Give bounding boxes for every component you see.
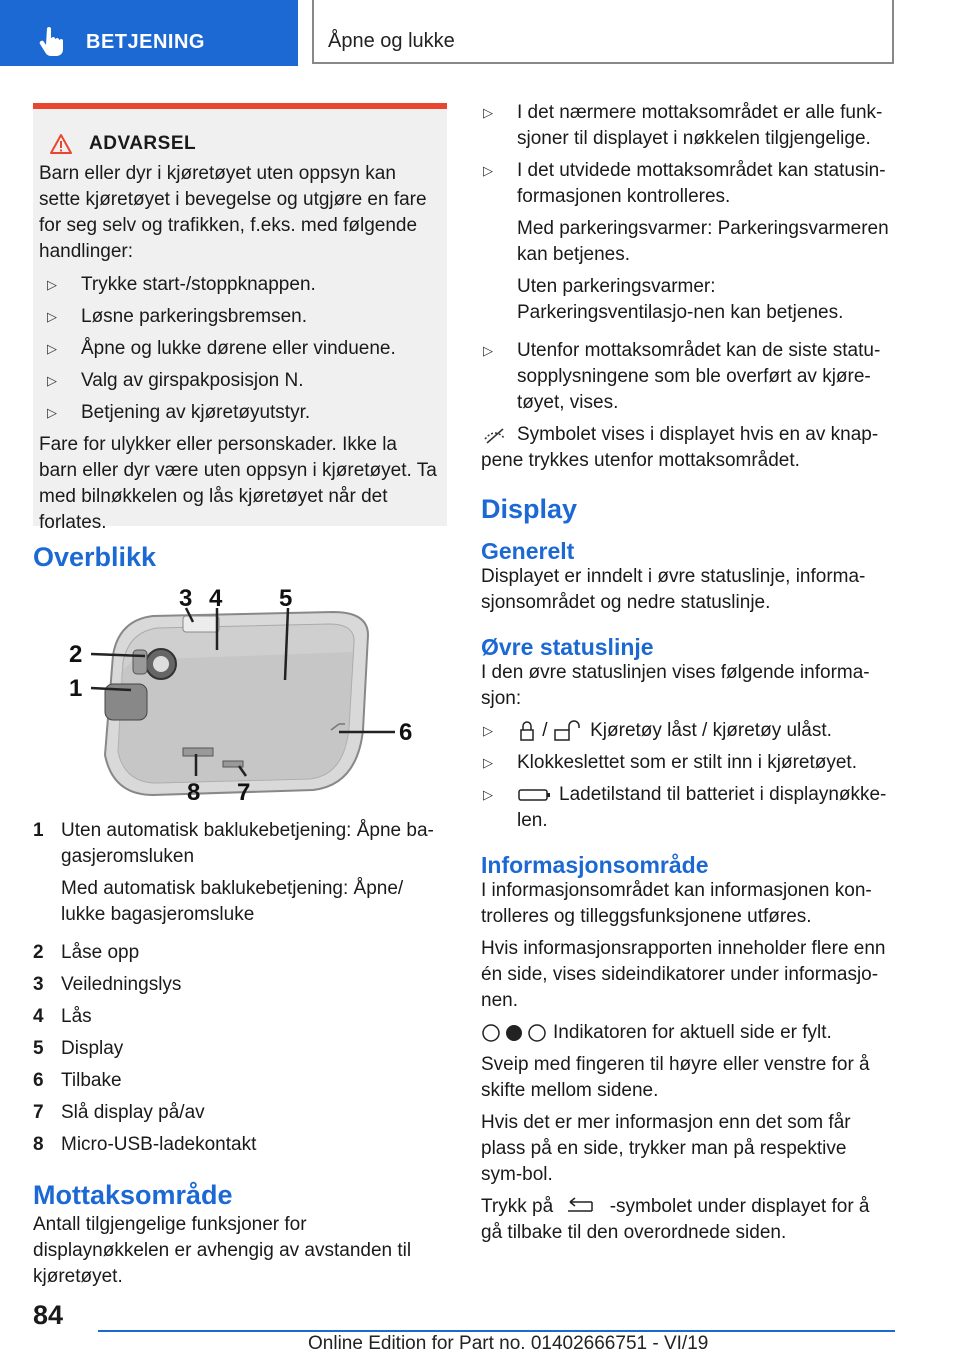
right-column bbox=[481, 100, 891, 1252]
legend-item bbox=[33, 818, 447, 934]
info-area-text-1: I informasjonsområdet kan informasjonen kon-trolleres og tilleggsfunksjonene utføres. bbox=[481, 880, 872, 927]
edition-text: Online Edition for Part no. 01402666751 - VI/19 bbox=[308, 1333, 709, 1354]
no-signal-icon bbox=[481, 425, 511, 445]
legend-item bbox=[33, 1036, 447, 1062]
legend-text: Display bbox=[61, 1038, 124, 1059]
warning-bullet-text: Valg av girspakposisjon N. bbox=[81, 370, 304, 391]
unlock-icon bbox=[553, 720, 585, 742]
upper-status-text: I den øvre statuslinjen vises følgende informa-sjon: bbox=[481, 662, 870, 709]
legend-item bbox=[33, 1100, 447, 1126]
range-text: Antall tilgjengelige funksjoner for displaynøkkelen er avhengig av avstanden til kjøretøyet. bbox=[33, 1214, 412, 1287]
lock-separator: / bbox=[542, 720, 548, 741]
back-text-pre: Trykk på bbox=[481, 1196, 554, 1217]
warning-bullet-text: Åpne og lukke dørene eller vinduene. bbox=[81, 338, 396, 359]
hand-pointer-icon bbox=[38, 26, 66, 56]
legend-number: 4 bbox=[33, 1006, 44, 1027]
warning-bullet bbox=[39, 304, 440, 330]
bullet-triangle-icon: ▷ bbox=[483, 755, 493, 770]
figure-label-8: 8 bbox=[187, 779, 201, 806]
swipe-text: Sveip med fingeren til høyre eller venstre for å skifte mellom sidene. bbox=[481, 1054, 870, 1101]
legend-item bbox=[33, 1004, 447, 1030]
lock-icon bbox=[517, 720, 537, 742]
status-bullet bbox=[481, 750, 891, 776]
bullet-triangle-icon: ▷ bbox=[47, 309, 57, 324]
range-bullet bbox=[481, 100, 891, 152]
legend-text: Lås bbox=[61, 1006, 92, 1027]
legend-number: 3 bbox=[33, 974, 44, 995]
general-heading: Generelt bbox=[481, 538, 575, 564]
legend-text: Tilbake bbox=[61, 1070, 122, 1091]
info-area-text-2: Hvis informasjonsrapporten inneholder flere enn én side, vises sideindikatorer under informasjo-nen. bbox=[481, 938, 886, 1011]
bullet-triangle-icon: ▷ bbox=[483, 723, 493, 738]
bullet-triangle-icon: ▷ bbox=[47, 373, 57, 388]
figure-label-4: 4 bbox=[209, 585, 223, 612]
status-bullet bbox=[481, 782, 891, 834]
lock-bullet-text: Kjøretøy låst / kjøretøy ulåst. bbox=[590, 720, 832, 741]
back-instruction bbox=[481, 1194, 891, 1246]
range-bullet bbox=[481, 158, 891, 332]
bullet-triangle-icon: ▷ bbox=[47, 277, 57, 292]
legend-item bbox=[33, 940, 447, 966]
overview-heading: Overblikk bbox=[33, 542, 157, 572]
warning-bullet-text: Trykke start-/stoppknappen. bbox=[81, 274, 316, 295]
chapter-title-box bbox=[312, 0, 894, 64]
range-bullet bbox=[481, 338, 891, 416]
bullet-triangle-icon: ▷ bbox=[483, 105, 493, 120]
page-number: 84 bbox=[33, 1300, 64, 1330]
warning-title: ADVARSEL bbox=[89, 133, 197, 154]
display-key-illustration bbox=[33, 580, 447, 808]
back-text-post: -symbolet under displayet for å gå tilbake til den overordnede siden. bbox=[481, 1196, 870, 1243]
legend-number: 6 bbox=[33, 1070, 44, 1091]
warning-bullet bbox=[39, 368, 440, 394]
clock-bullet-text: Klokkeslettet som er stilt inn i kjøretøyet. bbox=[517, 752, 857, 773]
legend-number: 2 bbox=[33, 942, 44, 963]
info-area-heading: Informasjonsområde bbox=[481, 852, 709, 878]
figure-label-2: 2 bbox=[69, 641, 83, 668]
legend-number: 8 bbox=[33, 1134, 44, 1155]
legend-item bbox=[33, 1068, 447, 1094]
legend-text: Låse opp bbox=[61, 942, 140, 963]
legend-item bbox=[33, 972, 447, 998]
warning-bullet-text: Løsne parkeringsbremsen. bbox=[81, 306, 307, 327]
battery-bullet-text: Ladetilstand til batteriet i displaynøkke-len. bbox=[517, 784, 887, 831]
footer-rule bbox=[98, 1330, 895, 1332]
page-indicator-icon bbox=[481, 1023, 547, 1043]
warning-bullet bbox=[39, 400, 440, 426]
warning-outro: Fare for ulykker eller personskader. Ikke la barn eller dyr være uten oppsyn i kjøretøyet. Ta med bilnøkkelen og lås kjøretøyet når det forlates. bbox=[39, 434, 437, 533]
warning-intro: Barn eller dyr i kjøretøyet uten oppsyn kan sette kjøretøyet i bevegelse og utgjøre en fare for seg selv og trafikken, f.eks. med følgende handlinger: bbox=[39, 163, 427, 262]
range-heading: Mottaksområde bbox=[33, 1180, 233, 1210]
back-arrow-icon bbox=[564, 1197, 598, 1217]
page-indicator-text: Indikatoren for aktuell side er fylt. bbox=[553, 1022, 832, 1043]
legend-item bbox=[33, 1132, 447, 1158]
legend-text: Micro-USB-ladekontakt bbox=[61, 1134, 257, 1155]
bullet-triangle-icon: ▷ bbox=[483, 343, 493, 358]
battery-icon bbox=[517, 787, 553, 803]
bullet-triangle-icon: ▷ bbox=[47, 341, 57, 356]
range-bullet-subtext: Uten parkeringsvarmer: Parkeringsventilasjo-nen kan betjenes. bbox=[517, 276, 844, 323]
warning-triangle-icon bbox=[49, 133, 73, 155]
warning-header bbox=[49, 131, 440, 157]
section-label: BETJENING bbox=[86, 31, 205, 53]
legend-text: Uten automatisk baklukebetjening: Åpne ba-gasjeromsluken bbox=[61, 820, 434, 867]
upper-status-heading: Øvre statuslinje bbox=[481, 634, 654, 660]
range-bullet-subtext: Med parkeringsvarmer: Parkeringsvarmeren kan betjenes. bbox=[517, 218, 889, 265]
general-text: Displayet er inndelt i øvre statuslinje, informa-sjonsområdet og nedre statuslinje. bbox=[481, 566, 866, 613]
bullet-triangle-icon: ▷ bbox=[47, 405, 57, 420]
bullet-triangle-icon: ▷ bbox=[483, 787, 493, 802]
legend-number: 5 bbox=[33, 1038, 44, 1059]
warning-bullet bbox=[39, 272, 440, 298]
figure-label-6: 6 bbox=[399, 719, 413, 746]
range-bullet-text: I det nærmere mottaksområdet er alle funk-sjoner til displayet i nøkkelen tilgjengelige. bbox=[517, 102, 883, 149]
figure-label-5: 5 bbox=[279, 585, 293, 612]
range-bullet-text: Utenfor mottaksområdet kan de siste statu-sopplysningene som ble overført av kjøre-tøyet, vises. bbox=[517, 340, 881, 413]
legend-text: Veiledningslys bbox=[61, 974, 182, 995]
bullet-triangle-icon: ▷ bbox=[483, 163, 493, 178]
section-tab bbox=[0, 0, 298, 66]
legend-text-2: Med automatisk baklukebetjening: Åpne/ lukke bagasjeromsluke bbox=[61, 878, 404, 925]
more-info-text: Hvis det er mer informasjon enn det som får plass på en side, trykker man på respektive sym-bol. bbox=[481, 1112, 851, 1185]
legend-number: 1 bbox=[33, 820, 44, 841]
page-indicator-note bbox=[481, 1020, 891, 1046]
out-of-range-note bbox=[481, 422, 891, 474]
left-column bbox=[33, 544, 447, 1296]
legend-number: 7 bbox=[33, 1102, 44, 1123]
chapter-title: Åpne og lukke bbox=[328, 30, 455, 52]
figure-label-1: 1 bbox=[69, 675, 83, 702]
figure-label-3: 3 bbox=[179, 585, 193, 612]
display-heading: Display bbox=[481, 494, 578, 524]
status-bullet bbox=[481, 718, 891, 744]
warning-bullet bbox=[39, 336, 440, 362]
warning-bullet-text: Betjening av kjøretøyutstyr. bbox=[81, 402, 311, 423]
out-of-range-text: Symbolet vises i displayet hvis en av knap-pene trykkes utenfor mottaksområdet. bbox=[481, 424, 879, 471]
range-bullet-text: I det utvidede mottaksområdet kan statusin-formasjonen kontrolleres. bbox=[517, 160, 886, 207]
warning-box bbox=[33, 103, 447, 533]
figure-label-7: 7 bbox=[237, 779, 251, 806]
legend-text: Slå display på/av bbox=[61, 1102, 205, 1123]
